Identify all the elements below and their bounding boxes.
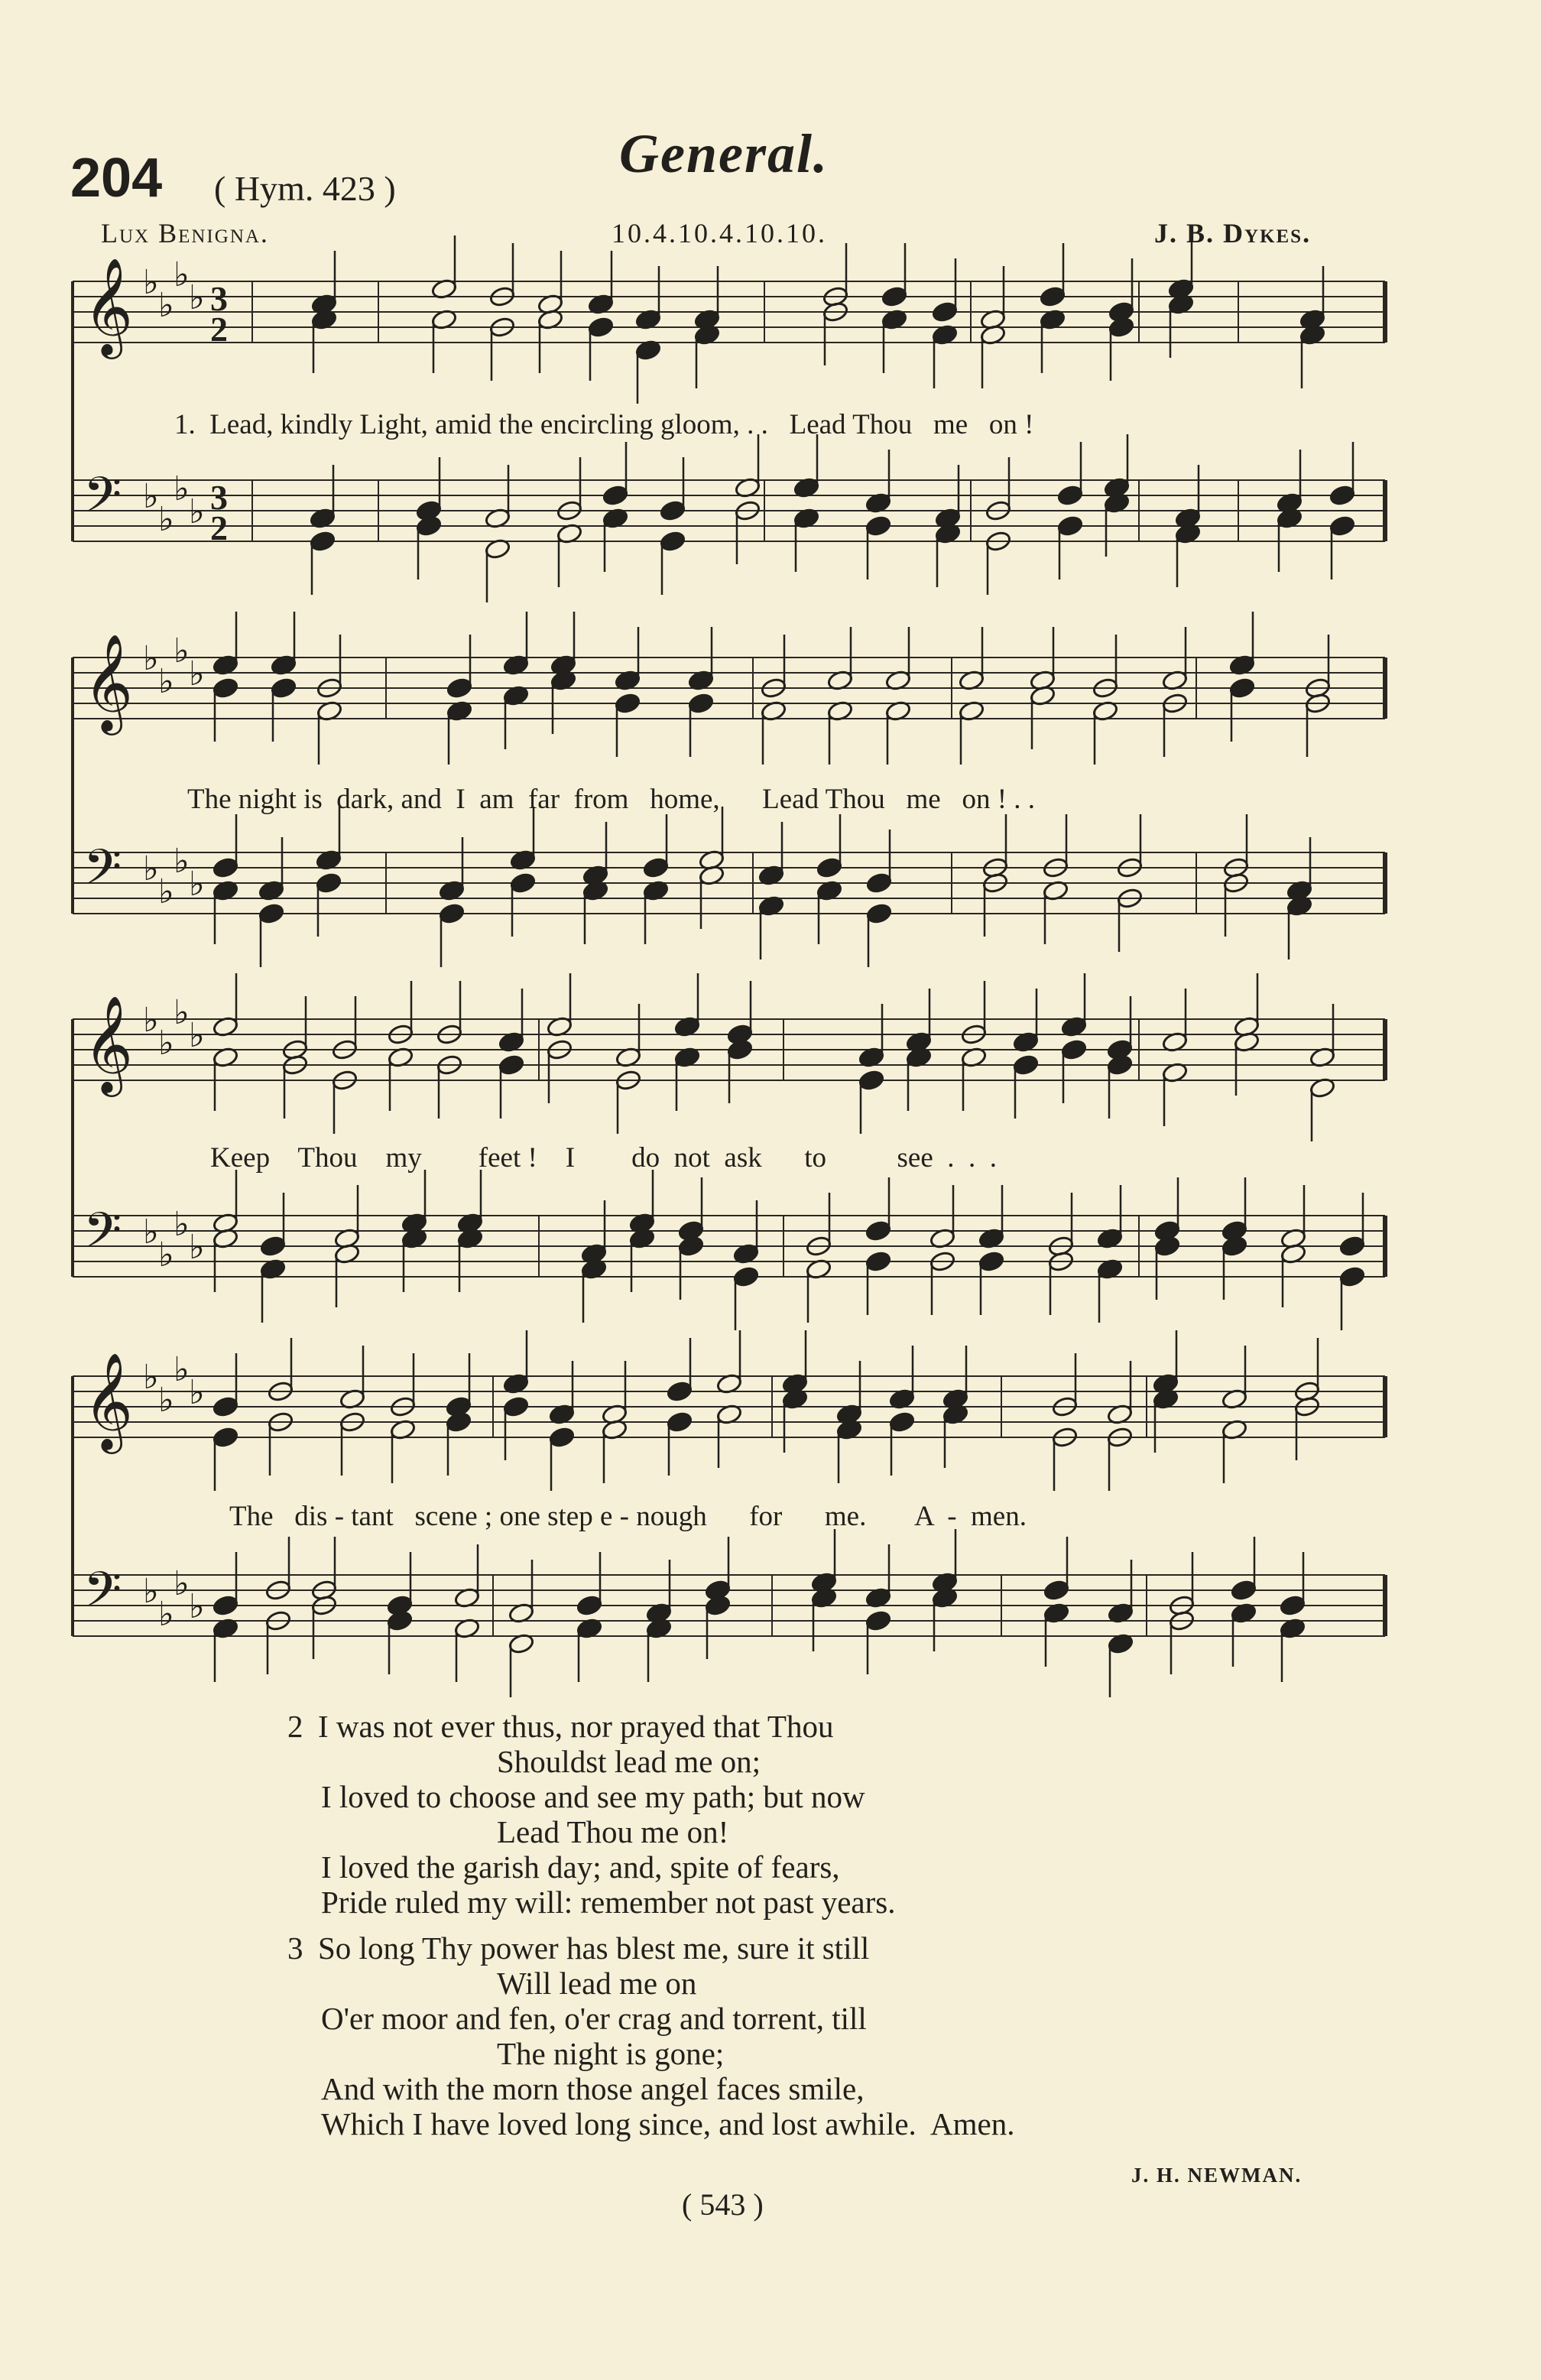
flat-sign: ♭ — [174, 842, 190, 881]
note-head — [1329, 515, 1355, 537]
time-signature: 3 — [210, 478, 228, 517]
flat-sign: ♭ — [174, 993, 190, 1032]
verse-number: 3 — [287, 1930, 303, 1966]
lyric-line-1: 1. Lead, kindly Light, amid the encircling gloom, . . Lead Thou me on ! — [174, 409, 1034, 440]
bass-clef: 𝄢 — [83, 1203, 122, 1271]
flat-sign: ♭ — [174, 1350, 190, 1389]
time-signature: 3 — [210, 279, 228, 318]
verse-number: 2 — [287, 1709, 303, 1744]
note-head — [1060, 1038, 1087, 1060]
verse-line: So long Thy power has blest me, sure it still — [318, 1930, 870, 1966]
note-head — [732, 1265, 759, 1287]
note-head — [212, 856, 238, 878]
note-head — [602, 484, 628, 506]
verse-line: Shouldst lead me on; — [497, 1744, 761, 1779]
flat-sign: ♭ — [143, 263, 159, 302]
flat-sign: ♭ — [158, 1381, 174, 1420]
composer: J. B. Dykes. — [1154, 218, 1312, 248]
flat-sign: ♭ — [143, 849, 159, 888]
flat-sign: ♭ — [189, 278, 205, 317]
note-head — [858, 1069, 884, 1091]
note-head — [659, 499, 686, 521]
note-head — [438, 902, 465, 924]
flat-sign: ♭ — [158, 1235, 174, 1274]
bass-clef: 𝄢 — [83, 1562, 122, 1631]
verse-line: I loved the garish day; and, spite of fears, — [321, 1849, 840, 1885]
bass-clef: 𝄢 — [83, 467, 122, 536]
flat-sign: ♭ — [189, 865, 205, 904]
verse-line: And with the morn those angel faces smile, — [321, 2071, 865, 2106]
note-head — [446, 677, 472, 699]
verse-line: I was not ever thus, nor prayed that Thou — [318, 1709, 834, 1744]
verse-line: The night is gone; — [497, 2036, 725, 2071]
note-head — [865, 872, 892, 894]
flat-sign: ♭ — [158, 872, 174, 911]
note-head — [659, 530, 686, 552]
flat-sign: ♭ — [174, 469, 190, 508]
note-head — [888, 1411, 915, 1433]
verse-line: Lead Thou me on! — [497, 1814, 729, 1849]
time-signature: 2 — [210, 310, 228, 349]
note-head — [666, 1411, 693, 1433]
note-head — [212, 677, 238, 699]
flat-sign: ♭ — [189, 492, 205, 531]
flat-sign: ♭ — [158, 1024, 174, 1063]
note-head — [1039, 285, 1066, 307]
flat-sign: ♭ — [158, 286, 174, 325]
flat-sign: ♭ — [158, 500, 174, 539]
treble-clef: 𝄞 — [83, 1352, 134, 1450]
note-head — [865, 1250, 891, 1272]
note-head — [548, 1426, 575, 1448]
note-head — [1338, 1235, 1365, 1257]
lyric-line-2: The night is dark, and I am far from home, Lead Thou me on ! . . — [187, 784, 1036, 815]
bass-clef: 𝄢 — [83, 839, 122, 908]
flat-sign: ♭ — [158, 662, 174, 701]
note-head — [978, 1250, 1004, 1272]
note-head — [509, 872, 536, 894]
note-head — [259, 1235, 286, 1257]
flat-sign: ♭ — [174, 632, 190, 670]
flat-sign: ♭ — [189, 1373, 205, 1412]
note-head — [816, 856, 842, 878]
treble-clef: 𝄞 — [83, 995, 134, 1093]
note-head — [1338, 1265, 1365, 1287]
flat-sign: ♭ — [174, 1564, 190, 1603]
section-title: General. — [619, 123, 829, 184]
note-head — [1056, 484, 1083, 506]
additional-verses — [287, 1709, 1015, 2141]
note-head — [1329, 484, 1355, 506]
note-head — [687, 692, 714, 714]
note-head — [212, 1594, 238, 1616]
verse-line: O'er moor and fen, o'er crag and torrent, till — [321, 2001, 867, 2036]
note-head — [1230, 1579, 1257, 1601]
verse-line: I loved to choose and see my path; but now — [321, 1779, 865, 1814]
verse-2 — [287, 1709, 1014, 1920]
verse-3 — [287, 1930, 1015, 2141]
note-head — [212, 1426, 238, 1448]
note-head — [614, 692, 641, 714]
flat-sign: ♭ — [143, 477, 159, 516]
time-signature: 2 — [210, 508, 228, 547]
hymn-number: 204 — [70, 148, 163, 209]
note-head — [587, 316, 614, 338]
verse-line: Pride ruled my will: remember not past years. — [321, 1885, 896, 1920]
flat-sign: ♭ — [174, 255, 190, 294]
note-head — [502, 1395, 529, 1417]
note-head — [1043, 1579, 1069, 1601]
note-head — [666, 1380, 693, 1402]
tune-name: Lux Benigna. — [101, 218, 269, 248]
note-head — [1279, 1594, 1306, 1616]
verse-line: Will lead me on — [497, 1966, 697, 2001]
lyric-line-4: The dis - tant scene ; one step e - nough for me. A - men. — [229, 1501, 1027, 1532]
flat-sign: ♭ — [143, 1001, 159, 1040]
flat-sign: ♭ — [143, 639, 159, 678]
treble-clef: 𝄞 — [83, 257, 134, 355]
note-head — [865, 1609, 891, 1632]
flat-sign: ♭ — [158, 1595, 174, 1634]
note-head — [865, 1219, 891, 1242]
flat-sign: ♭ — [189, 1016, 205, 1055]
flat-sign: ♭ — [189, 1587, 205, 1626]
hymnal-reference: ( Hym. 423 ) — [214, 169, 396, 208]
flat-sign: ♭ — [189, 654, 205, 693]
treble-clef: 𝄞 — [83, 633, 134, 731]
note-head — [931, 300, 958, 323]
note-head — [212, 1395, 238, 1417]
note-head — [865, 515, 891, 537]
flat-sign: ♭ — [143, 1213, 159, 1252]
flat-sign: ♭ — [189, 1228, 205, 1267]
flat-sign: ♭ — [143, 1358, 159, 1397]
page-number: ( 543 ) — [682, 2187, 764, 2222]
note-head — [1228, 677, 1255, 699]
note-head — [270, 677, 297, 699]
flat-sign: ♭ — [174, 1205, 190, 1244]
author: J. H. NEWMAN. — [1131, 2164, 1303, 2187]
note-head — [315, 872, 342, 894]
note-head — [1056, 515, 1083, 537]
note-head — [258, 902, 284, 924]
verse-line: Which I have loved long since, and lost awhile. Amen. — [321, 2106, 1015, 2141]
note-head — [881, 285, 907, 307]
note-head — [498, 1054, 524, 1076]
note-head — [576, 1594, 602, 1616]
note-head — [1012, 1054, 1039, 1076]
note-head — [309, 530, 336, 552]
note-head — [865, 902, 892, 924]
meter: 10.4.10.4.10.10. — [612, 218, 827, 248]
flat-sign: ♭ — [143, 1572, 159, 1611]
lyric-line-3: Keep Thou my feet ! I do not ask to see . . . — [210, 1142, 997, 1174]
note-head — [642, 856, 669, 878]
